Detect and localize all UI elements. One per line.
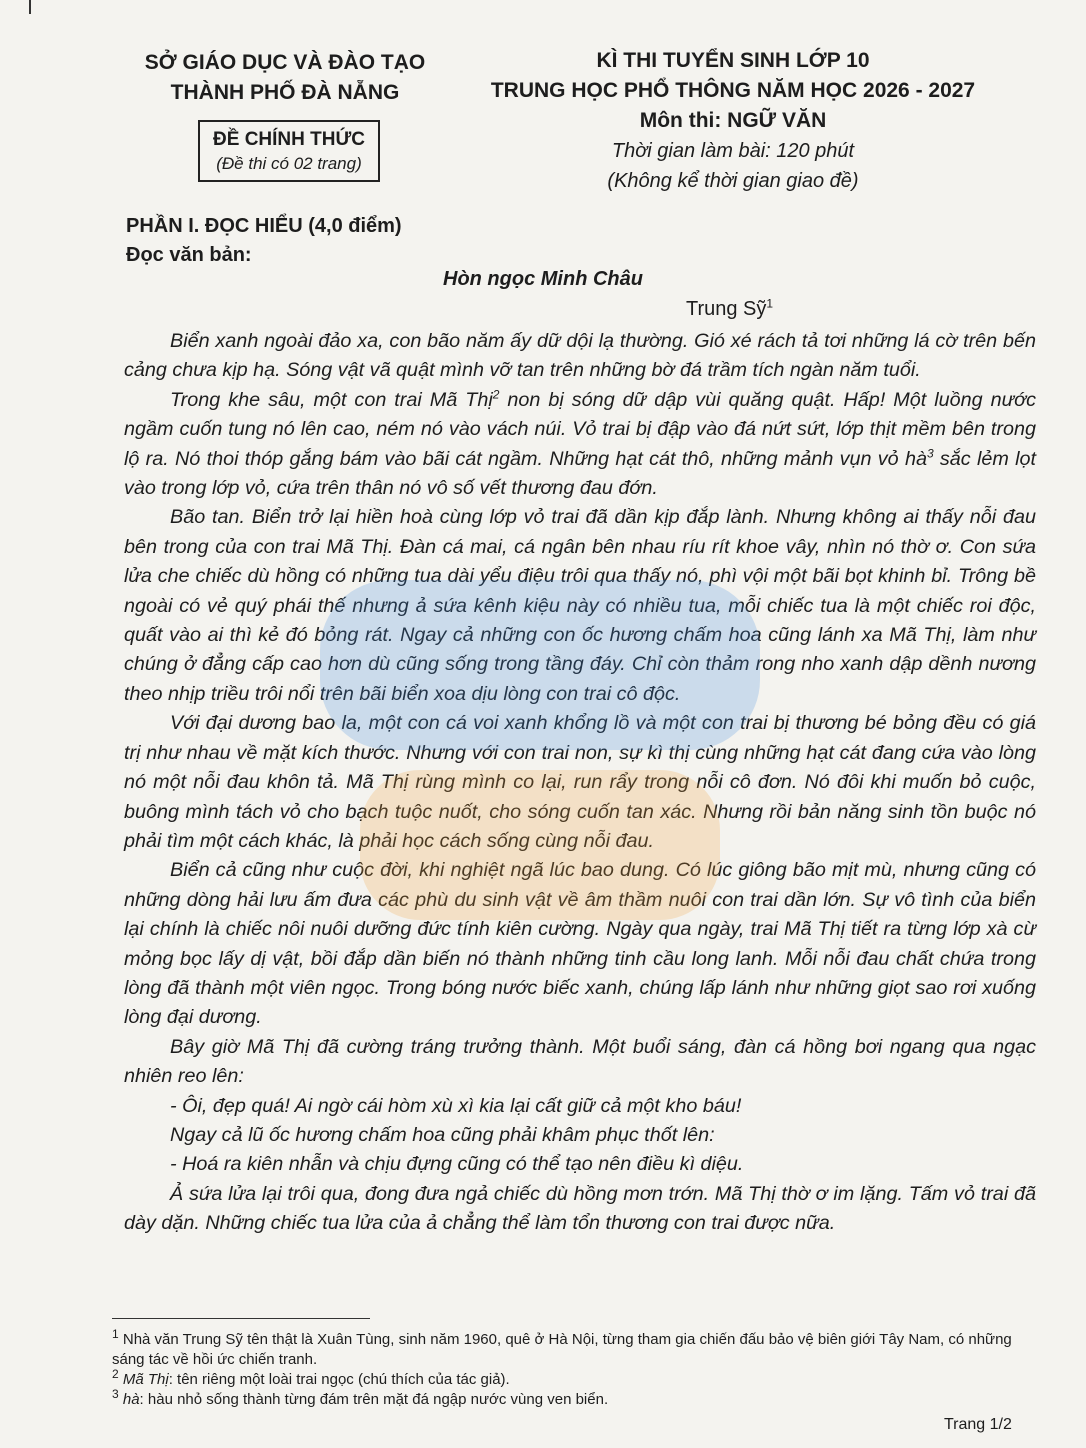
department-name: SỞ GIÁO DỤC VÀ ĐÀO TẠO (144, 51, 426, 74)
paragraph-2 (124, 386, 1036, 504)
footnote-mark-2: 2 (492, 387, 500, 402)
paragraph-1: Biển xanh ngoài đảo xa, con bão năm ấy dữ dội lạ thường. Gió xé rách tả tơi những lá cờ trên bến cảng chưa kịp hạ. Sóng vật vã quật mình vỡ tan trên những bờ đá trầm tích ngàn năm tuổi. (124, 330, 1036, 382)
paragraph-3: Bão tan. Biển trở lại hiền hoà cùng lớp vỏ trai đã dần kịp đắp lành. Nhưng không ai thấy nỗi đau bên trong của con trai Mã Thị. Đàn cá mai, cá ngân bên nhau ríu rít khoe vây, nhìn nó thờ ơ. Con sứa lửa che chiếc dù hồng có những tua dài yểu điệu trôi qua thấy nó, phì vội một bãi bọt khinh bỉ. Trông bề ngoài có vẻ quý phái thế nhưng ả sứa kênh kiệu này có nhiều tua, mỗi chiếc tua là một chiếc roi độc, quất vào ai thì kẻ đó bỏng rát. Ngay cả những con ốc hương chấm hoa cũng lánh xa Mã Thị, làm như chúng ở đẳng cấp cao hơn dù cũng sống trong tầng đáy. Chỉ còn thảm rong nho xanh dập dềnh nương theo nhịp triều trôi nổi trên bãi biển xoa dịu lòng con trai cô độc. (124, 506, 1036, 705)
exam-name: KÌ THI TUYỂN SINH LỚP 10 (596, 49, 870, 72)
story-title: Hòn ngọc Minh Châu (443, 268, 643, 290)
footnote-divider (112, 1318, 370, 1319)
footnote-2-term: Mã Thị (118, 1371, 169, 1388)
subject: Môn thi: NGỮ VĂN (639, 109, 827, 132)
author-name: Trung Sỹ (686, 298, 767, 320)
paragraph-6: Bây giờ Mã Thị đã cường tráng trưởng thành. Một buổi sáng, đàn cá hồng bơi ngang qua ngạc nhiên reo lên: (124, 1035, 1036, 1088)
issuing-authority (120, 48, 450, 108)
footnote-2-mark: 2 (112, 1367, 119, 1381)
footnote-1-mark: 1 (112, 1327, 119, 1341)
paragraph-4: Với đại dương bao la, một con cá voi xanh khổng lồ và một con trai bị thương bé bỏng đều có giá trị như nhau về mặt kích thước. Nhưng với con trai non, sự kì thị cùng những hạt cát đang cứa vào lòng nó một nỗi đau khôn tả. Mã Thị rùng mình co lại, run rẩy trong nỗi cô đơn. Nó đôi khi muốn bỏ cuộc, buông mình tách vỏ cho bạch tuộc nuốt, cho sóng cuốn tan xác. Nhưng rồi bản năng sinh tồn buộc nó phải tìm một cách khác, là phải học cách sống cùng nỗi đau. (124, 712, 1036, 852)
footnotes (112, 1327, 1042, 1410)
paragraph-2-part-a: Trong khe sâu, một con trai Mã Thị (170, 388, 493, 411)
footnote-3-text: : hàu nhỏ sống thành từng đám trên mặt đá ngập nước vùng ven biển. (139, 1391, 609, 1408)
official-exam-box (198, 120, 380, 182)
section-heading: PHẦN I. ĐỌC HIỂU (4,0 điểm) (126, 215, 402, 237)
section-header (126, 212, 402, 270)
exam-info (478, 46, 988, 196)
dialogue-2: - Hoá ra kiên nhẫn và chịu đựng cũng có thể tạo nên điều kì diệu. (170, 1153, 744, 1176)
footnote-3-mark: 3 (112, 1387, 119, 1401)
section-instruction: Đọc văn bản: (126, 244, 252, 266)
footnote-3 (112, 1387, 1042, 1410)
paragraph-8: Ngay cả lũ ốc hương chấm hoa cũng phải khâm phục thốt lên: (170, 1123, 715, 1146)
footnote-mark-3: 3 (926, 446, 934, 461)
paragraph-5: Biển cả cũng như cuộc đời, khi nghiệt ngã lúc bao dung. Có lúc giông bão mịt mù, nhưng cũng có những dòng hải lưu ấm đưa các phù du sinh vật về âm thầm nuôi con trai dần lớn. Sự vô tình của biển lại chính là chiếc nôi nuôi dưỡng đức tính kiên cường. Ngày qua ngày, trai Mã Thị tiết ra từng lớp xà cừ mỏng bọc lấy dị vật, bồi đắp dần biến nó thành những tinh cầu long lanh. Mỗi nỗi đau chất chứa trong lòng đã thành một viên ngọc. Trong bóng nước biếc xanh, chúng lấp lánh như những giọt sao rơi xuống lòng đại dương. (124, 859, 1036, 1029)
footnote-1 (112, 1327, 1042, 1370)
paragraph-2-part-b: non bị sóng dữ dập vùi quăng quật. Hấp! Một luồng nước ngầm cuốn tung nó lên cao, ném nó vào vách núi. Vỏ trai bị đập vào đá nứt sứt, lớp thịt mềm bên trong lộ ra. Nó thoi thóp gắng bám vào bãi cát ngầm. Những hạt cát thô, những mảnh vụn vỏ hà (124, 388, 1036, 470)
duration: Thời gian làm bài: 120 phút (611, 140, 855, 162)
paragraph-2-part-c: sắc lẻm lọt vào trong lớp vỏ, cứa trên thân nó vô số vết thương đau đớn. (124, 447, 1036, 500)
paragraph-10: Ả sứa lửa lại trôi qua, đong đưa ngả chiếc dù hồng mơn trớn. Mã Thị thờ ơ im lặng. Tấm vỏ trai đã dày dặn. Những chiếc tua lửa của ả chẳng thể làm tổn thương con trai được nữa. (124, 1182, 1036, 1235)
footnote-2 (112, 1367, 1042, 1390)
footnote-1-text: Nhà văn Trung Sỹ tên thật là Xuân Tùng, sinh năm 1960, quê ở Hà Nội, từng tham gia chiến đấu bảo vệ biên giới Tây Nam, có những sáng tác về hồi ức chiến tranh. (112, 1331, 1012, 1368)
page-number: Trang 1/2 (944, 1416, 1012, 1433)
story-body (124, 327, 1036, 1239)
footnote-2-text: : tên riêng một loài trai ngọc (chú thích của tác giả). (168, 1371, 510, 1388)
footnote-3-term: hà (118, 1391, 140, 1408)
duration-note: (Không kể thời gian giao đề) (607, 170, 859, 192)
story-author (686, 298, 773, 321)
author-footnote-mark: 1 (766, 296, 774, 311)
dialogue-1: - Ôi, đẹp quá! Ai ngờ cái hòm xù xì kia lại cất giữ cả một kho báu! (170, 1094, 742, 1117)
official-label: ĐỀ CHÍNH THỨC (213, 129, 365, 150)
page-count-note: (Đề thi có 02 trang) (216, 154, 362, 173)
city-name: THÀNH PHỐ ĐÀ NẴNG (170, 81, 400, 104)
school-year: TRUNG HỌC PHỔ THÔNG NĂM HỌC 2026 - 2027 (490, 79, 976, 102)
